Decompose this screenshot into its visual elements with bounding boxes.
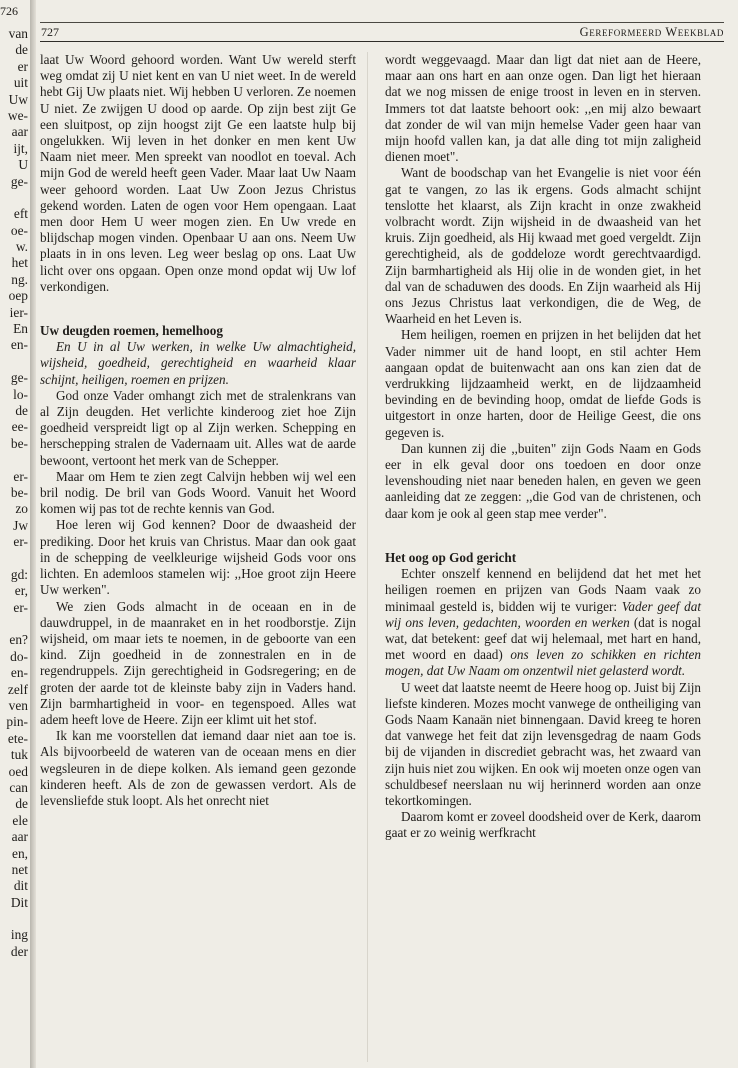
edge-fragment: be- bbox=[10, 435, 28, 451]
paragraph: Maar om Hem te zien zegt Calvijn hebben wij wel een bril nodig. De bril van Gods Woord. Vanuit het Woord komen wij pas tot de rechte kennis van God. bbox=[40, 468, 356, 517]
previous-page-number: 726 bbox=[0, 4, 18, 18]
edge-fragment: be- bbox=[10, 484, 28, 500]
section-heading: Het oog op God gericht bbox=[385, 549, 517, 565]
paragraph: Hoe leren wij God kennen? Door de dwaasheid der prediking. Door het kruis van Christus. Maar dan ook gaat in de schepping de veelkleurige wijsheid Gods voor ons lichten. En ademloos stamelen wij: ,,Hoe groot zijn Heere Uw werken". bbox=[40, 517, 356, 598]
paragraph: Daarom komt er zoveel doodsheid over de Kerk, daarom gaat er zo weinig werfkracht bbox=[385, 809, 701, 841]
paragraph: We zien Gods almacht in de oceaan en in de dauwdruppel, in de maanraket en in het roodborstje. Zijn wijsheid, om maar iets te noemen, in de geboorte van een kind. Zijn goedheid in de zonnestralen en in de regendruppels. Zijn gerechtigheid in Godsregering; en de groten der aarde tot de kleinste baby zijn in Vaders hand. Zijn barmhartigheid in voor- en tegenspoed. Alles wat adem heeft love de Heere. Zijn eer klimt uit het stof. bbox=[40, 598, 356, 727]
edge-fragment bbox=[0, 551, 28, 567]
edge-fragment bbox=[0, 616, 28, 632]
prayer-quote: Vader geef dat wij ons leven, gedachten, woorden en werken bbox=[385, 598, 701, 630]
edge-fragment: net bbox=[11, 861, 28, 877]
edge-fragment: er- bbox=[13, 599, 28, 615]
edge-fragment: Jw bbox=[13, 517, 28, 533]
paragraph: laat Uw Woord gehoord worden. Want Uw wereld sterft weg omdat zij U niet kent en van U niet weet. In de wereld hebt Gij Uw plaats niet. Wij hebben U verloren. Ze noemen U niet. Ze zwijgen U dood op aarde. Op zijn best zijt Ge een sluitpost, op zijn hoogst zijt Ge een laatste hulp bij ongelukken. Wij leven in het donker en men kent Uw Naam niet meer. Men spreekt van noodlot en toeval. Ach mijn God de wereld heeft geen Vader. Maar laat Uw Naam weer gehoord worden. Laat Uw Zoon Jezus Christus gekend worden. Laten de ogen voor Hem opengaan. Laat men door Hem U weer mogen zien. En Uw vrede en blijdschap mogen vinden. Openbaar U aan ons. Neem Uw plaats in in ons leven. Leg weer beslag op ons. Laat Uw licht over ons opgaan. Open onze mond opdat wij Uw lof verkondigen. bbox=[40, 52, 356, 294]
paragraph: God onze Vader omhangt zich met de stralenkrans van al Zijn deugden. Het verlichte kinderoog ziet hoe Zijn goedheid verspreidt ligt op al Zijn werken. Schepping en herschepping stralen de Vadernaam uit. Alles wat de aarde bewoont, vertoont het merk van de Schepper. bbox=[40, 387, 356, 468]
edge-fragment: de bbox=[15, 42, 28, 58]
edge-fragment: ge- bbox=[10, 370, 28, 386]
previous-page-edge bbox=[0, 26, 28, 1056]
edge-fragment: pin- bbox=[6, 714, 28, 730]
edge-fragment: ng. bbox=[11, 271, 28, 287]
edge-fragment: dit bbox=[13, 878, 28, 894]
edge-fragment bbox=[0, 452, 28, 468]
edge-fragment: ven bbox=[8, 698, 28, 714]
edge-fragment: do- bbox=[10, 648, 28, 664]
edge-fragment: eft bbox=[13, 206, 28, 222]
edge-fragment: en? bbox=[9, 632, 28, 648]
edge-fragment: en, bbox=[12, 845, 28, 861]
right-column bbox=[385, 52, 701, 842]
edge-fragment: ete- bbox=[7, 730, 28, 746]
page-number: 727 bbox=[41, 25, 59, 39]
left-column bbox=[40, 52, 356, 809]
text-run: Echter onszelf kennend en belijdend dat het met het heiligen roemen en prijzen van Gods Naam vaak zo minimaal gesteld is, bidden wij te vuriger: bbox=[385, 566, 701, 614]
edge-fragment: lo- bbox=[13, 386, 28, 402]
edge-fragment: gd: bbox=[10, 566, 28, 582]
edge-fragment: en- bbox=[10, 337, 28, 353]
edge-fragment: er, bbox=[14, 583, 28, 599]
edge-fragment: oed bbox=[8, 763, 28, 779]
edge-fragment: er- bbox=[13, 468, 28, 484]
paragraph: U weet dat laatste neemt de Heere hoog op. Juist bij Zijn liefste kinderen. Mozes mocht vanwege de ontheiliging van Gods Naam Kanaän niet binnengaan. David kreeg te horen dat vanwege het feit dat zijn levensgedrag de naam Gods bij de vijanden in discrediet gebracht was, het zwaard van zijn huis niet zou wijken. En ook wij moeten onze ogen van schuldbesef neerslaan nu wij herinnerd worden aan onze tekortkomingen. bbox=[385, 679, 701, 808]
paragraph: Dan kunnen zij die ,,buiten" zijn Gods Naam en Gods eer in elk geval door ons toedoen en door onze levenshouding niet naar beneden halen, en geven we geen aanleiding dat ze zeggen: ,,die God van de christenen, och daar kom je ook al geen stap mee verder". bbox=[385, 440, 701, 521]
edge-fragment: U bbox=[18, 157, 28, 173]
edge-fragment: het bbox=[11, 255, 28, 271]
publication-title: Gereformeerd Weekblad bbox=[579, 25, 724, 39]
edge-fragment: ee- bbox=[11, 419, 28, 435]
edge-fragment: tuk bbox=[10, 747, 28, 763]
paragraph: Ik kan me voorstellen dat iemand daar niet aan toe is. Als bijvoorbeeld de wateren van de oceaan mens en dier wegsleuren in de diepe kolken. Als iemand geen gezonde kinderen heeft. Als de zon de gewassen verdort. Als de levensliefde stuk loopt. Als het onrecht niet bbox=[40, 728, 356, 808]
paragraph bbox=[385, 566, 701, 679]
edge-fragment: ier- bbox=[9, 304, 28, 320]
edge-fragment: oep bbox=[8, 288, 28, 304]
prayer-quote: ons leven zo schikken en richten mogen, dat Uw Naam om onzentwil niet gelasterd wordt. bbox=[385, 647, 701, 679]
edge-fragment: de bbox=[15, 402, 28, 418]
edge-fragment: oe- bbox=[10, 222, 28, 238]
edge-fragment: en- bbox=[10, 665, 28, 681]
edge-fragment: Uw bbox=[8, 91, 28, 107]
edge-fragment: can bbox=[9, 779, 28, 795]
book-gutter bbox=[30, 0, 36, 1068]
edge-fragment: ing bbox=[10, 927, 28, 943]
edge-fragment: er- bbox=[13, 534, 28, 550]
paragraph: Want de boodschap van het Evangelie is niet voor één gat te vangen, zo las ik ergens. Gods almacht schijnt tenslotte het klaarst, als Zijn kracht in onze zwakheid volbracht wordt. Zijn wijsheid in de dwaasheid van het kruis. Zijn goedheid, als Hij kwaad met goed vergeldt. Zijn gerechtigheid, als de goddeloze wordt gerechtvaardigd. Zijn barmhartigheid als Hij olie in de wonden giet, in het dal van de schaduwen des doods. En Zijn waarheid als Hij ons Jezus Christus laat verkondigen, die de Weg, de Waarheid en het Leven is. bbox=[385, 165, 701, 327]
edge-fragment bbox=[0, 354, 28, 370]
text-run: (dat is nogal wat, dat betekent: geef dat wij helemaal, met hart en hand, met woord en daad) bbox=[385, 614, 701, 663]
edge-fragment: zo bbox=[15, 501, 28, 517]
quote-paragraph: En U in al Uw werken, in welke Uw almachtigheid, wijsheid, goedheid, gerechtigheid en waarheid klaar schijnt, heiligen, roemen en prijzen. bbox=[40, 339, 356, 387]
edge-fragment: er bbox=[17, 58, 28, 74]
section-heading: Uw deugden roemen, hemelhoog bbox=[40, 323, 223, 339]
edge-fragment: de bbox=[15, 796, 28, 812]
edge-fragment: ge- bbox=[10, 173, 28, 189]
edge-fragment: Dit bbox=[10, 894, 28, 910]
edge-fragment: ijt, bbox=[13, 140, 28, 156]
edge-fragment: we- bbox=[7, 107, 28, 123]
edge-fragment: aar bbox=[11, 829, 28, 845]
edge-fragment: zelf bbox=[7, 681, 28, 697]
edge-fragment: van bbox=[8, 26, 28, 41]
edge-fragment: ele bbox=[12, 812, 28, 828]
edge-fragment bbox=[0, 190, 28, 206]
paragraph: Hem heiligen, roemen en prijzen in het belijden dat het Vader nimmer uit de hand loopt, en stil achter Hem aangaan opdat de buitenwacht aan ons kan zien dat de verdrukking lijdzaamheid werkt, en de lijdzaamheid bevinding en de bevinding hoop, omdat de liefde Gods is uitgestort in onze harten, door de Heilige Geest, die ons gegeven is. bbox=[385, 327, 701, 440]
running-header bbox=[40, 22, 724, 42]
edge-fragment: aar bbox=[11, 124, 28, 140]
edge-fragment: En bbox=[13, 321, 28, 337]
edge-fragment: uit bbox=[13, 75, 28, 91]
edge-fragment: w. bbox=[15, 239, 28, 255]
edge-fragment bbox=[0, 911, 28, 927]
paragraph: wordt weggevaagd. Maar dan ligt dat niet aan de Heere, maar aan ons hart en aan onze ogen. Dan ligt het hieraan dat we nog missen de enige troost in leven en in sterven. Immers tot dat laatste behoort ook: ,,en mij alzo bewaart dat zonder de wil van mijn hemelse Vader geen haar van mijn hoofd vallen kan, ja dat alle ding tot mijn zaligheid dienen moet". bbox=[385, 52, 701, 165]
edge-fragment: der bbox=[10, 943, 28, 959]
